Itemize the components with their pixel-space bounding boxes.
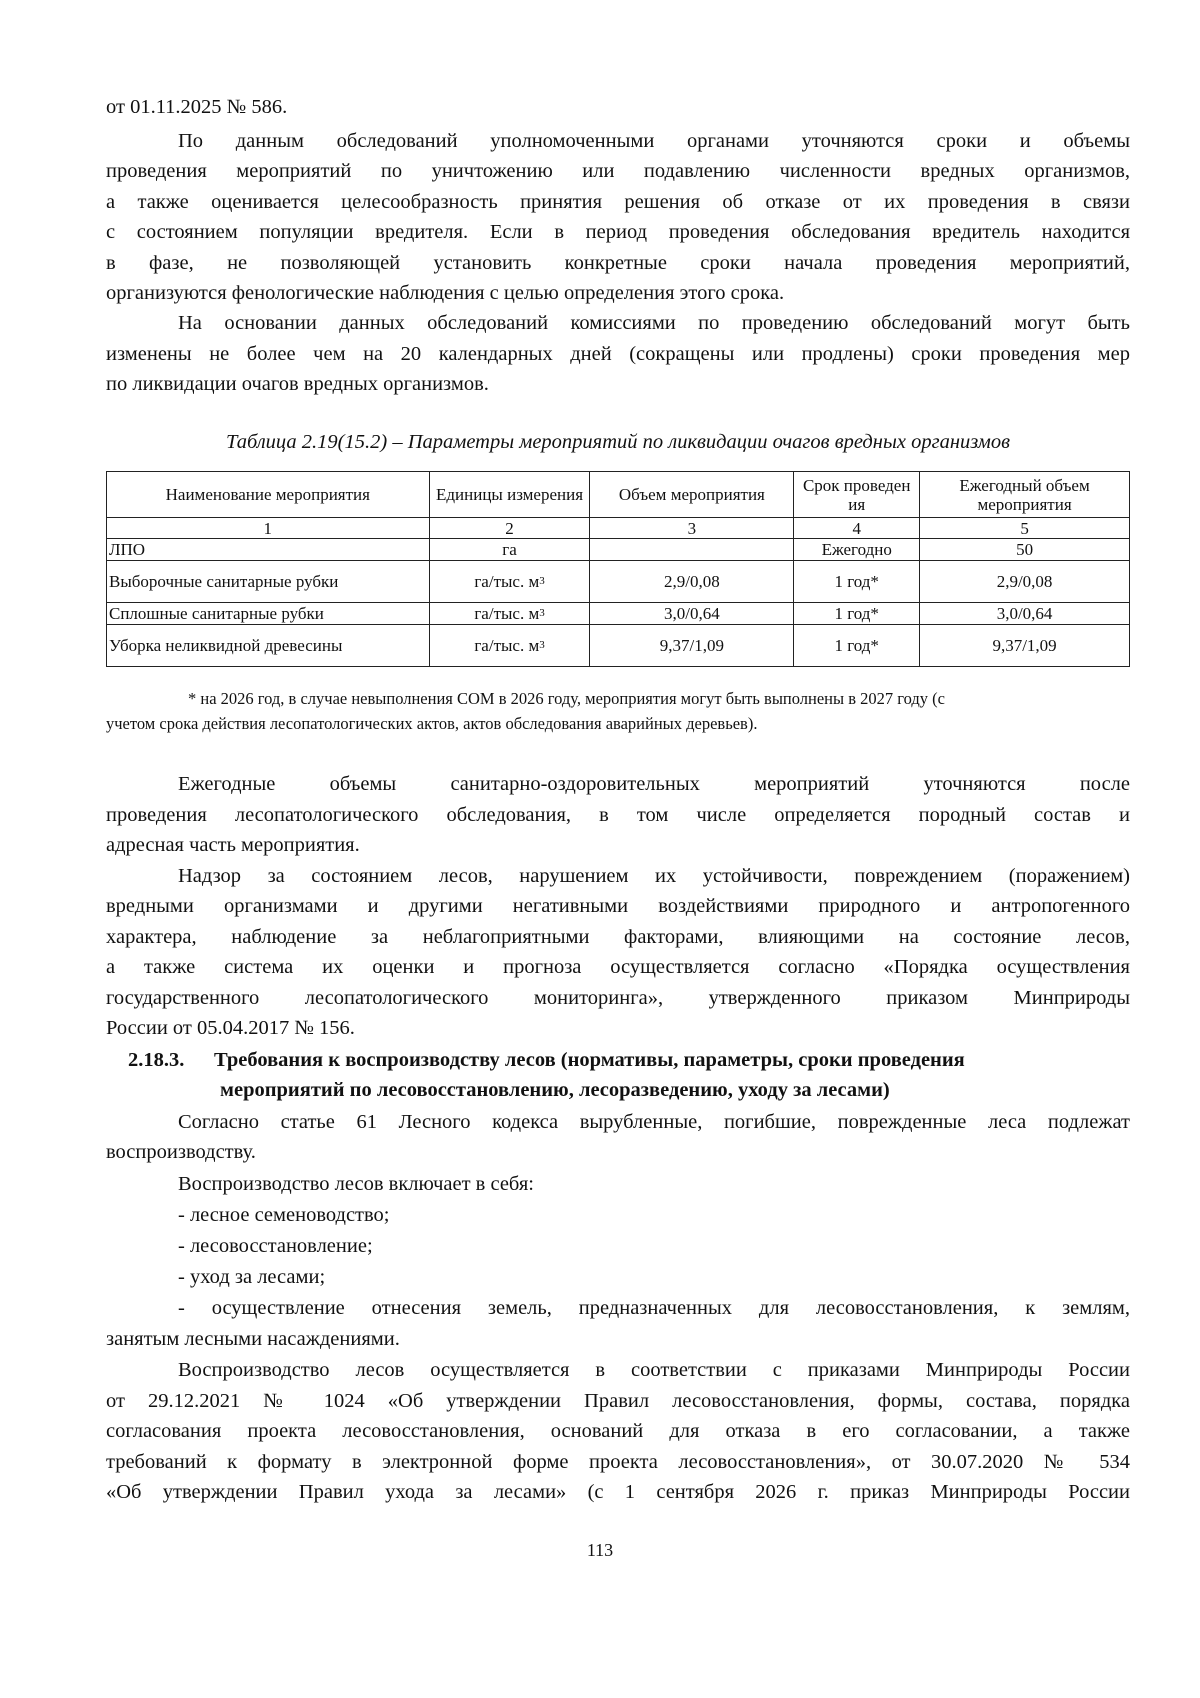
table-number-row (107, 518, 1130, 539)
table-cell: Сплошные санитарные рубки (107, 603, 430, 625)
table-cell (429, 625, 590, 667)
page-number: 113 (586, 1540, 614, 1560)
unit-superscript: 3 (539, 575, 545, 587)
text-line: По данным обследований уполномоченными органами уточняются сроки и объемы (178, 130, 1130, 152)
list-item: - уход за лесами; (178, 1266, 326, 1288)
measures-table (106, 471, 1130, 667)
unit-text: га/тыс. м (474, 572, 540, 591)
table-cell: 1 год* (794, 561, 920, 603)
table-cell: 5 (920, 518, 1130, 539)
table-footnote: учетом срока действия лесопатологических актов, актов обследования аварийных деревьев). (106, 714, 758, 733)
text-line: проведения мероприятий по уничтожению или подавлению численности вредных организмов, (106, 160, 1130, 182)
table-cell: 3 (590, 518, 794, 539)
table-cell: Выборочные санитарные рубки (107, 561, 430, 603)
text-line: а также оценивается целесообразность принятия решения об отказе от их проведения в связи (106, 191, 1130, 213)
table-cell: 1 год* (794, 625, 920, 667)
table-cell: 3,0/0,64 (590, 603, 794, 625)
table-cell: Уборка неликвидной древесины (107, 625, 430, 667)
table-cell (429, 539, 590, 561)
table-row (107, 561, 1130, 603)
table-cell: 1 год* (794, 603, 920, 625)
text-line: занятым лесными насаждениями. (106, 1328, 400, 1350)
text-line: Надзор за состоянием лесов, нарушением их устойчивости, повреждением (поражением) (178, 865, 1130, 887)
table-header-cell: Объем мероприятия (590, 472, 794, 518)
text-line: Согласно статье 61 Лесного кодекса вырубленные, погибшие, поврежденные леса подлежат (178, 1111, 1130, 1133)
text-line: изменены не более чем на 20 календарных дней (сокращены или продлены) сроки проведения мер (106, 343, 1130, 365)
text-line: вредными организмами и другими негативными воздействиями природного и антропогенного (106, 895, 1130, 917)
text-line: а также система их оценки и прогноза осуществляется согласно «Порядка осуществления (106, 956, 1130, 978)
table-row (107, 603, 1130, 625)
table-cell (429, 561, 590, 603)
text-line: требований к формату в электронной форме проекта лесовосстановления», от 30.07.2020 № 534 (106, 1451, 1130, 1473)
table-cell: 4 (794, 518, 920, 539)
text-line: государственного лесопатологического мониторинга», утвержденного приказом Минприроды (106, 987, 1130, 1009)
text-line: организуются фенологические наблюдения с целью определения этого срока. (106, 282, 785, 304)
table-cell: 9,37/1,09 (920, 625, 1130, 667)
unit-text: га/тыс. м (474, 604, 540, 623)
table-cell: ЛПО (107, 539, 430, 561)
text-line: адресная часть мероприятия. (106, 834, 360, 856)
unit-text: га (502, 540, 517, 559)
text-line: воспроизводству. (106, 1141, 256, 1163)
section-number: 2.18.3. (128, 1049, 185, 1071)
unit-superscript: 3 (539, 639, 545, 651)
text-line: Воспроизводство лесов осуществляется в соответствии с приказами Минприроды России (178, 1359, 1130, 1381)
text-line: согласования проекта лесовосстановления, оснований для отказа в его согласовании, а также (106, 1420, 1130, 1442)
table-cell: 9,37/1,09 (590, 625, 794, 667)
text-line: России от 05.04.2017 № 156. (106, 1017, 355, 1039)
text-line: характера, наблюдение за неблагоприятными факторами, влияющими на состояние лесов, (106, 926, 1130, 948)
table-cell: Ежегодно (794, 539, 920, 561)
table-header-cell: Наименование мероприятия (107, 472, 430, 518)
table-cell: 1 (107, 518, 430, 539)
table-cell: 50 (920, 539, 1130, 561)
list-item: - лесовосстановление; (178, 1235, 373, 1257)
list-item: - осуществление отнесения земель, предназначенных для лесовосстановления, к землям, (178, 1297, 1130, 1319)
text-line: проведения лесопатологического обследования, в том числе определяется породный состав и (106, 804, 1130, 826)
table-cell (429, 603, 590, 625)
table-header-cell: Единицы измерения (429, 472, 590, 518)
section-title: мероприятий по лесовосстановлению, лесоразведению, уходу за лесами) (220, 1079, 890, 1101)
table-header-cell: Ежегодный объем мероприятия (920, 472, 1130, 518)
table-header-cell: Срок проведен ия (794, 472, 920, 518)
table-row (107, 625, 1130, 667)
text-line: На основании данных обследований комиссиями по проведению обследований могут быть (178, 312, 1130, 334)
table-cell: 2,9/0,08 (920, 561, 1130, 603)
list-item: - лесное семеноводство; (178, 1204, 390, 1226)
table-cell: 3,0/0,64 (920, 603, 1130, 625)
unit-text: га/тыс. м (474, 636, 540, 655)
table-footnote: * на 2026 год, в случае невыполнения СОМ в 2026 году, мероприятия могут быть выполнены в 2027 году (с (188, 689, 945, 708)
text-line: Воспроизводство лесов включает в себя: (178, 1173, 534, 1195)
text-line: по ликвидации очагов вредных организмов. (106, 373, 489, 395)
text-line: с состоянием популяции вредителя. Если в период проведения обследования вредитель находится (106, 221, 1130, 243)
text-line: в фазе, не позволяющей установить конкретные сроки начала проведения мероприятий, (106, 252, 1130, 274)
text-line: от 01.11.2025 № 586. (106, 96, 288, 118)
table-cell: 2 (429, 518, 590, 539)
text-line: от 29.12.2021 № 1024 «Об утверждении Правил лесовосстановления, формы, состава, порядка (106, 1390, 1130, 1412)
table-cell (590, 539, 794, 561)
unit-superscript: 3 (539, 607, 545, 619)
table-row (107, 539, 1130, 561)
table-caption: Таблица 2.19(15.2) – Параметры мероприятий по ликвидации очагов вредных организмов (226, 431, 1010, 453)
table-cell: 2,9/0,08 (590, 561, 794, 603)
text-line: «Об утверждении Правил ухода за лесами» (с 1 сентября 2026 г. приказ Минприроды России (106, 1481, 1130, 1503)
text-line: Ежегодные объемы санитарно-оздоровительных мероприятий уточняются после (178, 773, 1130, 795)
section-title: Требования к воспроизводству лесов (нормативы, параметры, сроки проведения (214, 1049, 965, 1071)
table-header-row (107, 472, 1130, 518)
